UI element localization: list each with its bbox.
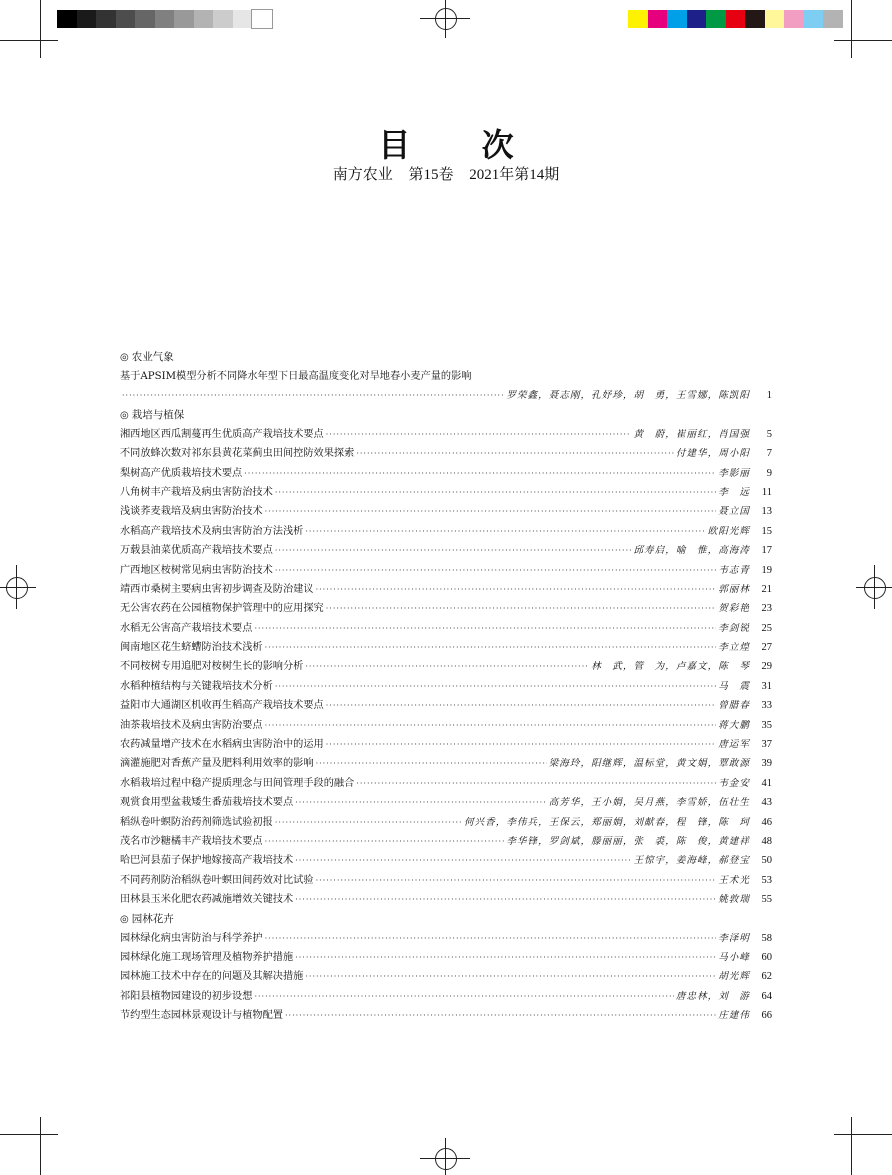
entry-page: 1 xyxy=(766,390,772,402)
entry-authors: 庄建伟 xyxy=(718,1010,750,1022)
leader-dots xyxy=(265,929,717,948)
entry-authors: 胡光辉 xyxy=(718,971,750,983)
entry-title: 八角树丰产栽培及病虫害防治技术 xyxy=(120,486,273,498)
entry-title: 水稻无公害高产栽培技术要点 xyxy=(120,622,253,634)
toc-entry xyxy=(120,502,772,521)
page-title: 目 次 xyxy=(378,126,544,164)
toc-entry xyxy=(120,774,772,793)
entry-title: 水稻种植结构与关键栽培技术分析 xyxy=(120,680,273,692)
entry-authors: 唐忠林，刘 游 xyxy=(675,990,750,1002)
leader-dots xyxy=(254,987,673,1006)
entry-authors: 高芳华，王小娟，吴月燕，李雪娇，伍壮生 xyxy=(548,797,750,809)
entry-title: 茂名市沙糖橘丰产栽培技术要点 xyxy=(120,835,263,847)
toc-entry xyxy=(120,696,772,715)
entry-page: 60 xyxy=(761,951,772,963)
color-swatch xyxy=(765,10,785,28)
entry-title: 闽南地区花生蛴螬防治技术浅析 xyxy=(120,642,263,654)
toc-entry xyxy=(120,735,772,754)
entry-page: 5 xyxy=(766,428,772,440)
section-heading xyxy=(120,406,772,425)
entry-title: 农药减量增产技术在水稻病虫害防治中的运用 xyxy=(120,739,324,751)
color-swatch xyxy=(784,10,804,28)
leader-dots xyxy=(275,483,716,502)
entry-authors: 李华锋，罗剑斌，滕丽丽，张 裘，陈 俊，黄建祥 xyxy=(506,835,750,847)
toc-entry xyxy=(120,541,772,560)
entry-page: 46 xyxy=(761,816,772,828)
toc-entry xyxy=(120,851,772,870)
color-swatch xyxy=(135,10,155,28)
toc-entry xyxy=(120,657,772,676)
entry-title: 水稻栽培过程中稳产提质理念与田间管理手段的融合 xyxy=(120,777,355,789)
toc-entry xyxy=(120,483,772,502)
toc-entry xyxy=(120,522,772,541)
section-bullet-icon: ◎ xyxy=(120,913,129,925)
toc-entry xyxy=(120,890,772,909)
color-swatch xyxy=(726,10,746,28)
section-heading xyxy=(120,910,772,929)
entry-page: 31 xyxy=(761,680,772,692)
entry-authors: 邱寿启，喻 惟，高海涛 xyxy=(633,545,750,557)
toc-entry xyxy=(120,1006,772,1025)
leader-dots xyxy=(305,967,716,986)
entry-title: 园林绿化病虫害防治与科学养护 xyxy=(120,932,263,944)
entry-page: 53 xyxy=(761,874,772,886)
entry-title: 哈巴河县茄子保护地嫁接高产栽培技术 xyxy=(120,855,294,867)
leader-dots xyxy=(316,754,547,773)
entry-title: 万载县油菜优质高产栽培技术要点 xyxy=(120,545,273,557)
entry-authors: 蒋大鹏 xyxy=(718,719,750,731)
leader-dots xyxy=(356,444,674,463)
toc-entry xyxy=(120,754,772,773)
color-swatch xyxy=(804,10,824,28)
color-swatch xyxy=(252,10,272,28)
toc-entry xyxy=(120,599,772,618)
color-swatch xyxy=(194,10,214,28)
entry-authors: 付建华，周小阳 xyxy=(675,448,750,460)
color-swatch xyxy=(233,10,253,28)
entry-title: 不同桉树专用追肥对桉树生长的影响分析 xyxy=(120,661,304,673)
toc-entry xyxy=(120,580,772,599)
entry-page: 35 xyxy=(761,719,772,731)
leader-dots xyxy=(122,386,504,405)
color-swatch xyxy=(648,10,668,28)
entry-title: 无公害农药在公园植物保护管理中的应用探究 xyxy=(120,603,324,615)
section-name: 园林花卉 xyxy=(131,912,174,925)
entry-page: 43 xyxy=(761,797,772,809)
entry-page: 21 xyxy=(761,583,772,595)
entry-page: 66 xyxy=(761,1010,772,1022)
leader-dots xyxy=(265,638,717,657)
color-swatch xyxy=(174,10,194,28)
entry-authors: 李立煌 xyxy=(718,642,750,654)
leader-dots xyxy=(295,793,547,812)
entry-title: 水稻高产栽培技术及病虫害防治方法浅析 xyxy=(120,525,304,537)
leader-dots xyxy=(285,1006,716,1025)
toc-entry xyxy=(120,929,772,948)
toc-entry xyxy=(120,813,772,832)
entry-page: 27 xyxy=(761,642,772,654)
entry-authors: 韦志青 xyxy=(718,564,750,576)
leader-dots xyxy=(244,464,716,483)
leader-dots xyxy=(265,502,717,521)
entry-page: 11 xyxy=(761,486,772,498)
leader-dots xyxy=(295,948,716,967)
entry-authors: 李 远 xyxy=(718,486,750,498)
entry-authors: 唐运军 xyxy=(718,739,750,751)
color-swatch xyxy=(706,10,726,28)
color-swatch xyxy=(96,10,116,28)
leader-dots xyxy=(305,657,589,676)
entry-title: 梨树高产优质栽培技术要点 xyxy=(120,467,243,479)
leader-dots xyxy=(275,813,462,832)
entry-title: 滴灌施肥对香蕉产量及肥料利用效率的影响 xyxy=(120,758,314,770)
entry-title: 靖西市桑树主要病虫害初步调查及防治建议 xyxy=(120,583,314,595)
leader-dots xyxy=(326,735,716,754)
entry-page: 9 xyxy=(766,467,772,479)
entry-title: 油茶栽培技术及病虫害防治要点 xyxy=(120,719,263,731)
toc-entry xyxy=(120,386,772,405)
entry-title: 节约型生态园林景观设计与植物配置 xyxy=(120,1010,283,1022)
section-bullet-icon: ◎ xyxy=(120,409,129,421)
section-name: 栽培与植保 xyxy=(131,408,185,421)
entry-authors: 马 震 xyxy=(718,680,750,692)
entry-page: 48 xyxy=(761,835,772,847)
entry-page: 25 xyxy=(761,622,772,634)
journal-issue: 2021年第14期 xyxy=(469,167,560,183)
leader-dots xyxy=(275,677,716,696)
leader-dots xyxy=(265,832,505,851)
toc-entry xyxy=(120,716,772,735)
entry-authors: 贺彩艳 xyxy=(718,603,750,615)
journal-name: 南方农业 xyxy=(332,167,393,183)
entry-title: 浅谈荞麦栽培及病虫害防治技术 xyxy=(120,506,263,518)
toc-entry xyxy=(120,677,772,696)
entry-authors: 李泽明 xyxy=(718,932,750,944)
entry-title: 稻纵卷叶螟防治药剂筛选试验初报 xyxy=(120,816,273,828)
entry-authors: 梁海玲，阳继辉，温标堂，黄文娟，覃敢源 xyxy=(548,758,750,770)
leader-dots xyxy=(275,561,716,580)
section-name: 农业气象 xyxy=(131,351,174,363)
entry-page: 33 xyxy=(761,700,772,712)
toc-entry xyxy=(120,619,772,638)
leader-dots xyxy=(254,619,716,638)
entry-title: 益阳市大通湖区机收再生稻高产栽培技术要点 xyxy=(120,700,324,712)
leader-dots xyxy=(265,716,717,735)
entry-page: 58 xyxy=(761,932,772,944)
color-swatch xyxy=(213,10,233,28)
toc-entry xyxy=(120,425,772,444)
entry-authors: 韦金安 xyxy=(718,777,750,789)
color-swatch xyxy=(667,10,687,28)
entry-authors: 罗荣鑫，聂志刚，孔妤珍，胡 勇，王雪娜，陈凯阳 xyxy=(506,390,750,402)
entry-authors: 林 武，管 为，卢嘉文，陈 琴 xyxy=(591,661,750,673)
entry-authors: 聂立国 xyxy=(718,506,750,518)
entry-page: 29 xyxy=(761,661,772,673)
entry-title: 基于APSIM模型分析不同降水年型下日最高温度变化对旱地春小麦产量的影响 xyxy=(120,371,472,382)
toc-entry xyxy=(120,793,772,812)
toc-entry xyxy=(120,464,772,483)
entry-title: 观赏食用型盆栽矮生番茄栽培技术要点 xyxy=(120,797,294,809)
entry-authors: 曾腊春 xyxy=(718,700,750,712)
toc-entry xyxy=(120,832,772,851)
entry-page: 13 xyxy=(761,506,772,518)
entry-authors: 李影丽 xyxy=(718,467,750,479)
entry-title: 园林施工技术中存在的问题及其解决措施 xyxy=(120,971,304,983)
entry-page: 15 xyxy=(761,525,772,537)
leader-dots xyxy=(326,599,716,618)
entry-page: 64 xyxy=(761,990,772,1002)
entry-title: 不同放蜂次数对祁东县黄花菜蓟虫田间控防效果探索 xyxy=(120,448,355,460)
journal-volume: 第15卷 xyxy=(408,167,454,183)
toc-entry xyxy=(120,987,772,1006)
color-swatch xyxy=(116,10,136,28)
entry-page: 50 xyxy=(761,855,772,867)
leader-dots xyxy=(326,425,632,444)
color-swatch xyxy=(823,10,843,28)
leader-dots xyxy=(326,696,716,715)
toc-entry xyxy=(120,561,772,580)
entry-authors: 李剑锐 xyxy=(718,622,750,634)
table-of-contents xyxy=(120,348,772,1026)
color-swatch xyxy=(745,10,765,28)
toc-entry xyxy=(120,871,772,890)
entry-authors: 何兴香，李伟兵，王保云，郑丽娟，刘献春，程 锋，陈 珂 xyxy=(463,816,750,828)
toc-entry xyxy=(120,948,772,967)
section-heading xyxy=(120,348,772,367)
entry-page: 39 xyxy=(761,758,772,770)
leader-dots xyxy=(295,890,716,909)
leader-dots xyxy=(316,580,717,599)
entry-page: 23 xyxy=(761,603,772,615)
entry-authors: 黄 蔚，崔丽红，肖国强 xyxy=(633,428,750,440)
entry-title: 祁阳县植物园建设的初步设想 xyxy=(120,990,253,1002)
entry-page: 55 xyxy=(761,894,772,906)
toc-entry xyxy=(120,638,772,657)
entry-page: 62 xyxy=(761,971,772,983)
entry-page: 41 xyxy=(761,777,772,789)
entry-page: 37 xyxy=(761,739,772,751)
entry-title: 园林绿化施工现场管理及植物养护措施 xyxy=(120,951,294,963)
journal-info xyxy=(0,163,892,184)
entry-title: 广西地区桉树常见病虫害防治技术 xyxy=(120,564,273,576)
entry-page: 17 xyxy=(761,545,772,557)
color-swatch xyxy=(77,10,97,28)
entry-page: 7 xyxy=(766,448,772,460)
color-swatch xyxy=(155,10,175,28)
color-swatch xyxy=(57,10,77,28)
section-bullet-icon: ◎ xyxy=(120,352,129,363)
entry-page: 19 xyxy=(761,564,772,576)
toc-entry xyxy=(120,444,772,463)
entry-authors: 马小峰 xyxy=(718,951,750,963)
entry-title: 湘西地区西瓜割蔓再生优质高产栽培技术要点 xyxy=(120,428,324,440)
leader-dots xyxy=(356,774,716,793)
entry-authors: 王惊宇，姜海峰，郝登宝 xyxy=(633,855,750,867)
entry-title: 田林县玉米化肥农药减施增效关键技术 xyxy=(120,894,294,906)
color-swatch xyxy=(628,10,648,28)
leader-dots xyxy=(295,851,631,870)
leader-dots xyxy=(305,522,705,541)
leader-dots xyxy=(316,871,717,890)
leader-dots xyxy=(275,541,632,560)
entry-authors: 姚敦瑞 xyxy=(718,894,750,906)
color-swatch xyxy=(687,10,707,28)
entry-authors: 王术光 xyxy=(718,874,750,886)
entry-title: 不同药剂防治稻纵卷叶螟田间药效对比试验 xyxy=(120,874,314,886)
entry-authors: 欧阳光辉 xyxy=(707,525,750,537)
toc-entry xyxy=(120,967,772,986)
entry-authors: 郭丽林 xyxy=(718,583,750,595)
